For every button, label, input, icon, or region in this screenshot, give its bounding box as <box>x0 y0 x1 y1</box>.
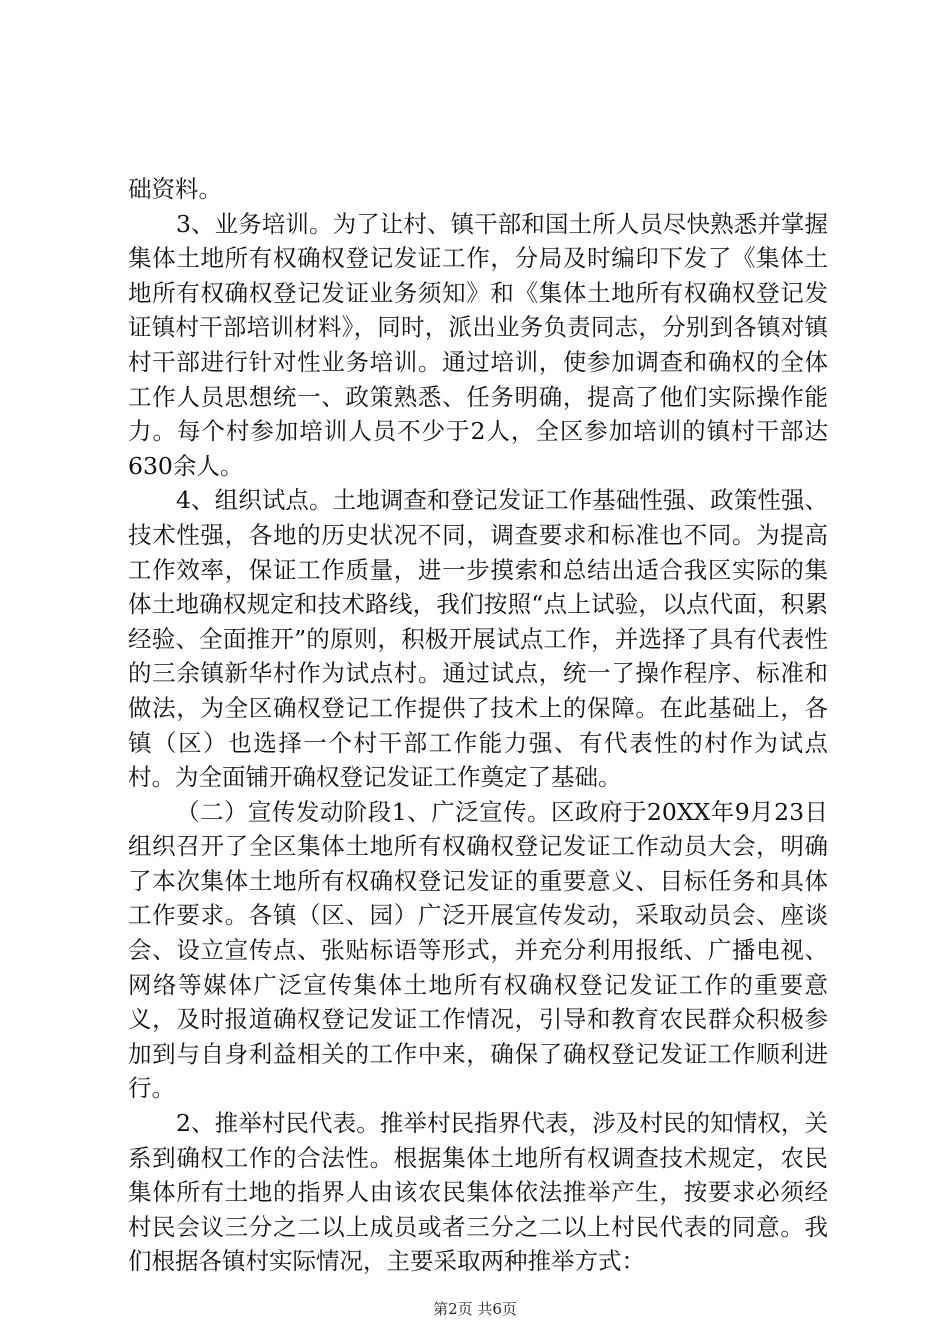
document-body <box>128 172 828 1279</box>
paragraph-pilot-organization: 4、组织试点。土地调查和登记发证工作基础性强、政策性强、技术性强，各地的历史状况不同，调查要求和标准也不同。为提高工作效率，保证工作质量，进一步摸索和总结出适合我区实际的集体土地确权规定和技术路线，我们按照“点上试验，以点代面，积累经验、全面推开”的原则，积极开展试点工作，并选择了具有代表性的三余镇新华村作为试点村。通过试点，统一了操作程序、标准和做法，为全区确权登记工作提供了技术上的保障。在此基础上，各镇（区）也选择一个村干部工作能力强、有代表性的村作为试点村。为全面铺开确权登记发证工作奠定了基础。 <box>128 486 828 792</box>
paragraph-villager-representatives: 2、推举村民代表。推举村民指界代表，涉及村民的知情权，关系到确权工作的合法性。根据集体土地所有权调查技术规定，农民集体所有土地的指界人由该农民集体依法推举产生，按要求必须经村民会议三分之二以上成员或者三分之二以上村民代表的同意。我们根据各镇村实际情况，主要采取两种推举方式： <box>128 1109 828 1276</box>
paragraph-publicity-mobilization: （二）宣传发动阶段1、广泛宣传。区政府于20XX年9月23日组织召开了全区集体土地所有权确权登记发证工作动员大会，明确了本次集体土地所有权确权登记发证的重要意义、目标任务和具体工作要求。各镇（区、园）广泛开展宣传发动，采取动员会、座谈会、设立宣传点、张贴标语等形式，并充分利用报纸、广播电视、网络等媒体广泛宣传集体土地所有权确权登记发证工作的重要意义，及时报道确权登记发证工作情况，引导和教育农民群众积极参加到与自身利益相关的工作中来，确保了确权登记发证工作顺利进行。 <box>128 797 828 1103</box>
paragraph-continuation: 础资料。 <box>128 175 222 203</box>
paragraph-business-training: 3、业务培训。为了让村、镇干部和国土所人员尽快熟悉并掌握集体土地所有权确权登记发证工作，分局及时编印下发了《集体土地所有权确权登记发证业务须知》和《集体土地所有权确权登记发证镇村干部培训材料》，同时，派出业务负责同志，分别到各镇对镇村干部进行针对性业务培训。通过培训，使参加调查和确权的全体工作人员思想统一、政策熟悉、任务明确，提高了他们实际操作能力。每个村参加培训人员不少于2人，全区参加培训的镇村干部达630余人。 <box>128 209 828 480</box>
page-number-footer: 第2页 共6页 <box>433 1300 517 1318</box>
